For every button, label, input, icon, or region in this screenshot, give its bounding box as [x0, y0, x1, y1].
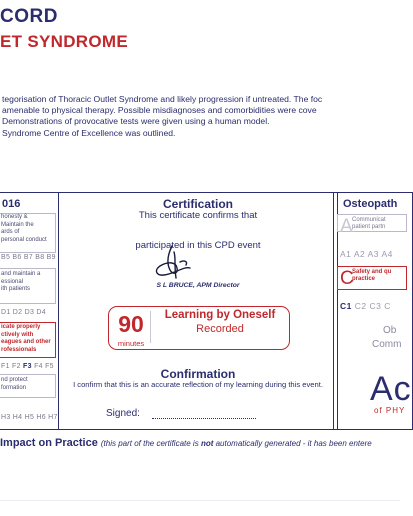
- certification-subtitle: This certificate confirms that: [138, 210, 258, 221]
- page-title: CORD: [0, 6, 58, 27]
- theme-text: Safety and qu: [352, 269, 392, 275]
- standard-text: icate properly: [1, 324, 41, 330]
- record-status: Recorded: [196, 323, 244, 335]
- standard-text: and maintain a: [1, 271, 41, 277]
- standard-codes-d: D1 D2 D3 D4: [1, 309, 46, 316]
- signature-line[interactable]: [152, 418, 256, 419]
- description-line: Syndrome Centre of Excellence was outlined.: [2, 127, 176, 138]
- confirmation-text: I confirm that this is an accurate reflection of my learning during this event.: [73, 380, 323, 389]
- standard-box-d: [0, 268, 56, 304]
- standard-text: essional: [1, 278, 24, 285]
- standard-box-b: [0, 213, 56, 253]
- academy-logo: Ac: [370, 370, 412, 408]
- standard-text: ards of: [1, 229, 20, 235]
- code-active: C1: [340, 301, 352, 311]
- comment-label: Comm: [372, 339, 402, 350]
- standard-codes-f: [1, 363, 54, 370]
- impact-note: [101, 439, 372, 448]
- academy-logo-subtitle: of PHY: [374, 406, 406, 415]
- standard-box-h: [0, 374, 56, 398]
- divider: [0, 500, 400, 501]
- standard-codes-b: B5 B6 B7 B8 B9: [1, 254, 56, 261]
- impact-note-text: automatically generated - it has been entere: [213, 439, 372, 448]
- impact-section: [0, 437, 372, 449]
- left-column-divider: [58, 192, 59, 430]
- confirmation-heading: Confirmation: [160, 367, 236, 381]
- signature-image: [150, 244, 196, 282]
- standard-text: personal conduct: [1, 236, 47, 243]
- impact-heading: Impact on Practice: [0, 437, 98, 449]
- code-dim: A1: [340, 249, 352, 259]
- participation-text: participated in this CPD event: [135, 240, 261, 251]
- description-line: Demonstrations of provocative tests were given using a human model.: [2, 116, 270, 127]
- code-dim: A2: [353, 249, 366, 259]
- impact-note-text: (this part of the certificate is: [100, 439, 201, 448]
- standard-text: honesty &: [1, 214, 28, 220]
- code-dim: C: [384, 301, 391, 311]
- standard-box-f: [0, 322, 56, 358]
- theme-text: practice: [352, 276, 376, 282]
- theme-text: patient partn: [352, 224, 386, 230]
- code-dim: C3: [369, 301, 382, 311]
- theme-codes-a: [340, 249, 393, 259]
- standard-text: nd protect: [1, 377, 28, 383]
- standard-text: ith patients: [1, 286, 31, 292]
- badge-divider: [150, 311, 151, 343]
- page-subtitle: ET SYNDROME: [0, 32, 128, 51]
- code-dim: A4: [381, 249, 393, 259]
- code-active: F3: [23, 363, 32, 370]
- standard-text: ctively with: [1, 331, 34, 338]
- event-description: [2, 94, 400, 139]
- description-line: amenable to physical therapy. Possible misdiagnoses and comorbidities were cove: [2, 105, 317, 116]
- learning-type: Learning by Oneself: [164, 309, 276, 321]
- objective-label: Ob: [383, 325, 397, 336]
- standard-text: formation: [1, 384, 27, 391]
- code-dim: A3: [367, 249, 380, 259]
- theme-a-text: [352, 217, 386, 231]
- standard-text: Maintain the: [1, 221, 34, 228]
- code-dim: F1 F2: [1, 363, 21, 370]
- theme-c-text: [352, 269, 391, 283]
- standard-codes-h: H3 H4 H5 H6 H7: [1, 414, 58, 421]
- theme-letter-c: C: [340, 268, 354, 289]
- theme-codes-c: [340, 301, 391, 311]
- standard-text: rofessionals: [1, 346, 37, 353]
- code-dim: F4 F5: [34, 363, 54, 370]
- signed-label: Signed:: [106, 408, 140, 419]
- certification-heading: Certification: [162, 197, 233, 211]
- impact-note-emphasis: not: [200, 439, 214, 448]
- theme-letter-a: A: [340, 216, 353, 237]
- osteopath-heading: Osteopath: [343, 198, 398, 210]
- description-line: tegorisation of Thoracic Outlet Syndrome and likely progression if untreated. The foc: [2, 94, 323, 104]
- left-panel-heading: 016: [2, 198, 21, 210]
- theme-text: Communicat: [352, 217, 386, 223]
- signatory-name: S L BRUCE, APM Director: [156, 282, 240, 289]
- minutes-unit: minutes: [117, 339, 145, 348]
- code-dim: C2: [354, 301, 367, 311]
- minutes-value: 90: [118, 311, 144, 337]
- standard-text: eagues and other: [1, 339, 51, 345]
